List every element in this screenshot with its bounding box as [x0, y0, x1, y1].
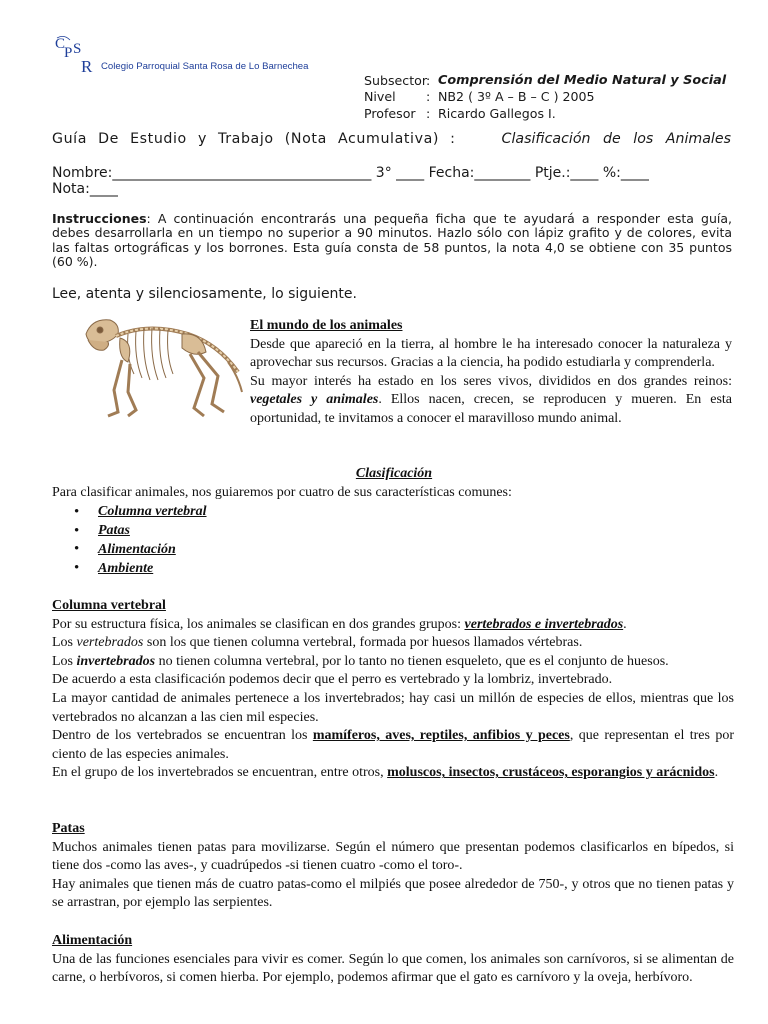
classification-intro: Para clasificar animales, nos guiaremos por cuatro de sus características comunes: [52, 485, 512, 500]
svg-text:C: C [55, 36, 66, 52]
guide-title-prefix: Guía De Estudio y Trabajo (Nota Acumulativa) : [52, 131, 456, 147]
intro-text [250, 317, 732, 429]
columna-line-1: Por su estructura física, los animales se clasifican en dos grandes grupos: vertebrados e invertebrados. [52, 616, 627, 632]
list-item: • Ambiente [74, 560, 154, 577]
animal-skeleton-image [78, 312, 246, 422]
profesor-label: Profesor [364, 105, 416, 121]
subsector-value: Comprensión del Medio Natural y Social [438, 72, 727, 88]
subsector-label: Subsector [364, 72, 428, 88]
svg-text:R: R [81, 57, 93, 74]
columna-line-2: Los vertebrados son los que tienen columna vertebral, formada por huesos llamados vértebras. [52, 635, 583, 651]
intro-paragraph-2: Su mayor interés ha estado en los seres vivos, divididos en dos grandes reinos: [250, 373, 732, 389]
svg-text:S: S [73, 41, 82, 57]
instructions-label: Instrucciones [52, 211, 147, 226]
patas-heading: Patas [52, 821, 85, 836]
student-info-line[interactable]: Nombre:_____________________________________ 3° ____ Fecha:________ Ptje.:____ %:____ [52, 165, 649, 181]
guide-title-topic: Clasificación de los Animales [501, 131, 731, 147]
alimentacion-heading: Alimentación [52, 933, 133, 948]
nivel-row: Nivel : NB2 ( 3º A – B – C ) 2005 [364, 89, 595, 105]
reading-prompt: Lee, atenta y silenciosamente, lo siguiente. [52, 286, 357, 302]
profesor-row: Profesor : Ricardo Gallegos I. [364, 105, 556, 121]
patas-section [52, 820, 734, 913]
nivel-value: NB2 ( 3º A – B – C ) 2005 [438, 89, 595, 105]
criterion-label: Columna vertebral [98, 504, 207, 520]
intro-paragraph-1: Desde que apareció en la tierra, al hombre le ha interesado conocer la naturaleza y aprovechar sus recursos. Gracias a la ciencia, ha podido estudiarla y comprenderla. [250, 336, 732, 371]
columna-section [52, 597, 734, 783]
alimentacion-paragraph: Una de las funciones esenciales para vivir es comer. Según lo que comen, los animales son carnívoros, si se alimentan de carne, o herbívoros, si comen hierba. Por ejemplo, podemos afirmar que el gato es carnívoro y la oveja, herbívoro. [52, 951, 734, 986]
subsector-row: Subsector : Comprensión del Medio Natural y Social [364, 72, 727, 88]
school-name: Colegio Parroquial Santa Rosa de Lo Barnechea [101, 61, 309, 72]
school-logo [54, 34, 100, 74]
columna-heading: Columna vertebral [52, 598, 166, 613]
columna-line-6: Dentro de los vertebrados se encuentran los mamíferos, aves, reptiles, anfibios y peces, que representan el tres por ciento de las especies animales. [52, 728, 734, 762]
classification-title: Clasificación [355, 466, 433, 481]
patas-paragraph-1: Muchos animales tienen patas para movilizarse. Según el número que presentan podemos clasificarlos en bípedos, si tiene dos -como las aves-, y cuadrúpedos -si tienen cuatro -como el toro-. [52, 839, 734, 874]
columna-line-5: La mayor cantidad de animales pertenece a los invertebrados; hay casi un millón de especies de ellos, mientras que los vertebrados no alcanzan a las cien mil especies. [52, 690, 734, 725]
columna-line-3: Los invertebrados no tienen columna vertebral, por lo tanto no tienen esqueleto, que es el conjunto de huesos. [52, 653, 669, 669]
classification-list [52, 503, 207, 578]
criterion-label: Alimentación [98, 541, 176, 557]
columna-line-4: De acuerdo a esta clasificación podemos decir que el perro es vertebrado y la lombriz, invertebrado. [52, 672, 613, 688]
columna-line-7: En el grupo de los invertebrados se encuentran, entre otros, moluscos, insectos, crustáceos, esporangios y arácnidos. [52, 765, 719, 781]
alimentacion-section [52, 932, 734, 988]
list-item: • Patas [74, 522, 130, 539]
instructions [52, 212, 732, 270]
list-item: • Alimentación [74, 541, 176, 558]
criterion-label: Patas [98, 523, 130, 539]
reinos-text: vegetales y animales [250, 392, 379, 408]
grade-line[interactable]: Nota:____ [52, 181, 118, 197]
patas-paragraph-2: Hay animales que tienen más de cuatro patas-como el milpiés que posee alrededor de 750-, y otros que no tienen patas y se arrastran, por ejemplo las serpientes. [52, 876, 734, 911]
list-item: • Columna vertebral [74, 503, 207, 520]
intro-paragraph-2-end: . Ellos nacen, crecen, se reproducen y mueren. En esta oportunidad, te invitamos a conocer el maravilloso mundo animal. [250, 392, 732, 426]
profesor-value: Ricardo Gallegos I. [438, 105, 556, 121]
instructions-text: : A continuación encontrarás una pequeña ficha que te ayudará a responder esta guía, debes desarrollarla en un tiempo no superior a 90 minutos. Hazlo sólo con lápiz grafito y de colores, evita las faltas ortográficas y los borrones. Esta guía consta de 58 puntos, la nota 4,0 se obtiene con 35 puntos (60 %). [52, 211, 732, 270]
criterion-label: Ambiente [98, 560, 154, 576]
course-info [364, 72, 726, 122]
svg-text:P: P [64, 45, 73, 61]
nivel-label: Nivel [364, 89, 396, 105]
guide-title [52, 131, 731, 151]
intro-heading: El mundo de los animales [250, 318, 403, 333]
